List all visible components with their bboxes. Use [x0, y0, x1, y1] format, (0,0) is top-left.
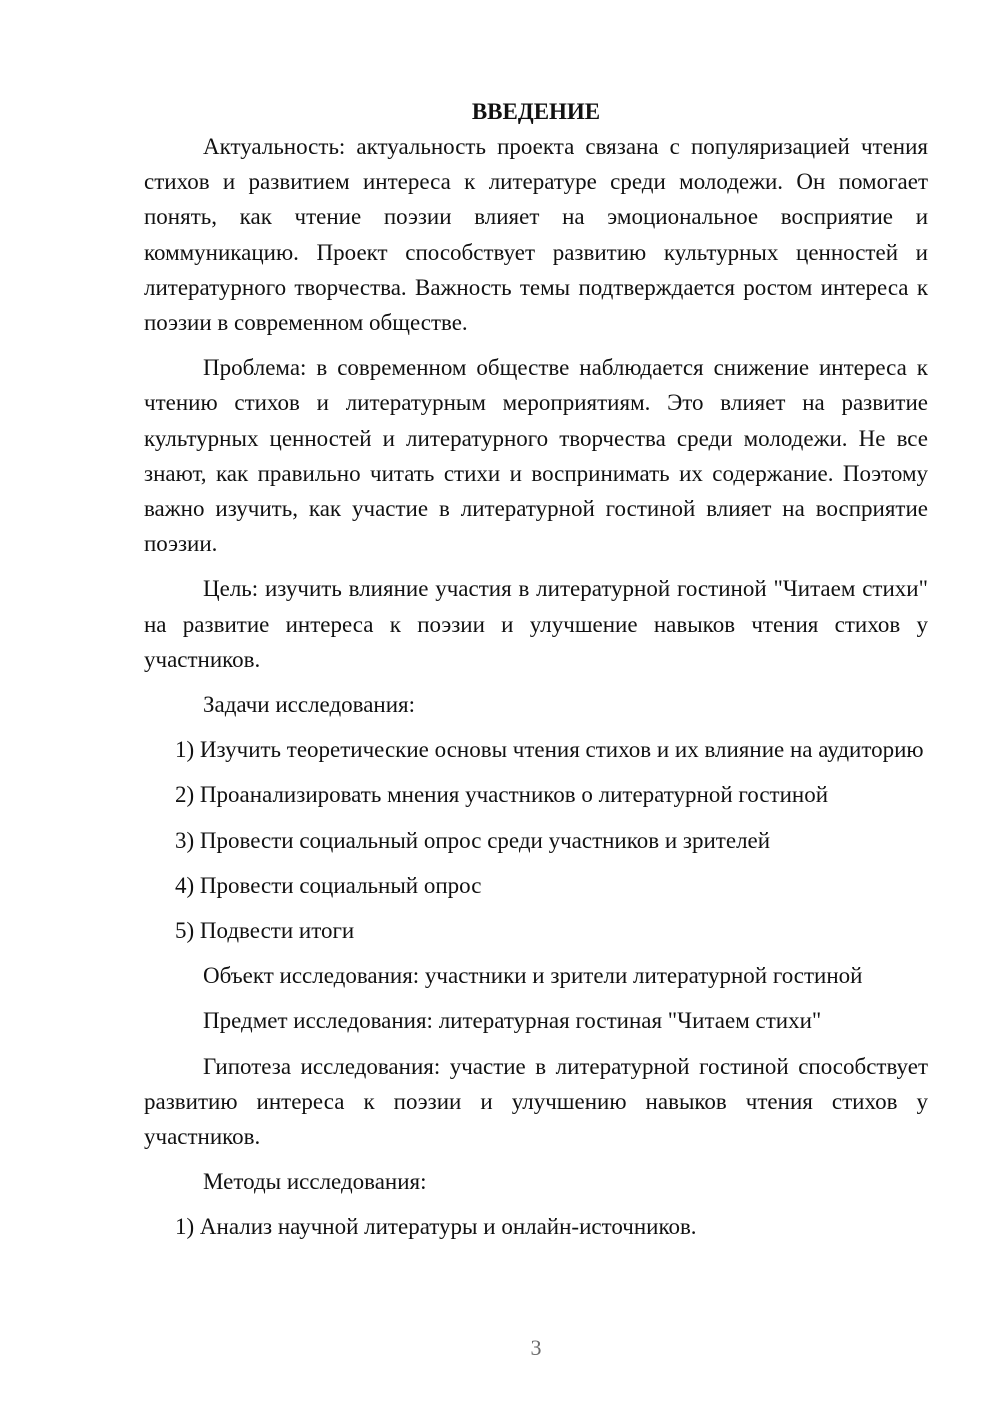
relevance-paragraph: Актуальность: актуальность проекта связана с популяризацией чтения стихов и развитием интереса к литературе среди молодежи. Он помогает понять, как чтение поэзии влияет на эмоциональное восприятие и коммуникацию. Проект способствует развитию культурных ценностей и литературного творчества. Важность темы подтверждается ростом интереса к поэзии в современном обществе.: [144, 134, 928, 336]
task-item-5: 5) Подвести итоги: [175, 918, 355, 944]
task-item-4: 4) Провести социальный опрос: [175, 872, 482, 898]
method-item-1: 1) Анализ научной литературы и онлайн-источников.: [175, 1214, 697, 1240]
research-subject: Предмет исследования: литературная гостиная "Читаем стихи": [203, 1008, 822, 1034]
hypothesis-paragraph: Гипотеза исследования: участие в литературной гостиной способствует развитию интереса к поэзии и улучшению навыков чтения стихов у участников.: [144, 1053, 928, 1150]
problem-paragraph: Проблема: в современном обществе наблюдается снижение интереса к чтению стихов и литературным мероприятиям. Это влияет на развитие культурных ценностей и литературного творчества среди молодежи. Не все знают, как правильно читать стихи и воспринимать их содержание. Поэтому важно изучить, как участие в литературной гостиной влияет на восприятие поэзии.: [144, 355, 928, 557]
page-number: 3: [530, 1335, 542, 1360]
task-item-3: 3) Провести социальный опрос среди участников и зрителей: [175, 827, 771, 853]
research-object: Объект исследования: участники и зрители литературной гостиной: [203, 963, 863, 989]
methods-heading: Методы исследования:: [203, 1169, 427, 1195]
task-item-2: 2) Проанализировать мнения участников о литературной гостиной: [175, 782, 829, 808]
section-title: ВВЕДЕНИЕ: [471, 99, 601, 124]
task-item-1: 1) Изучить теоретические основы чтения стихов и их влияние на аудиторию: [175, 737, 924, 763]
tasks-heading: Задачи исследования:: [203, 692, 416, 718]
goal-paragraph: Цель: изучить влияние участия в литературной гостиной "Читаем стихи" на развитие интереса к поэзии и улучшение навыков чтения стихов у участников.: [144, 576, 928, 672]
page-content: [144, 94, 928, 1255]
